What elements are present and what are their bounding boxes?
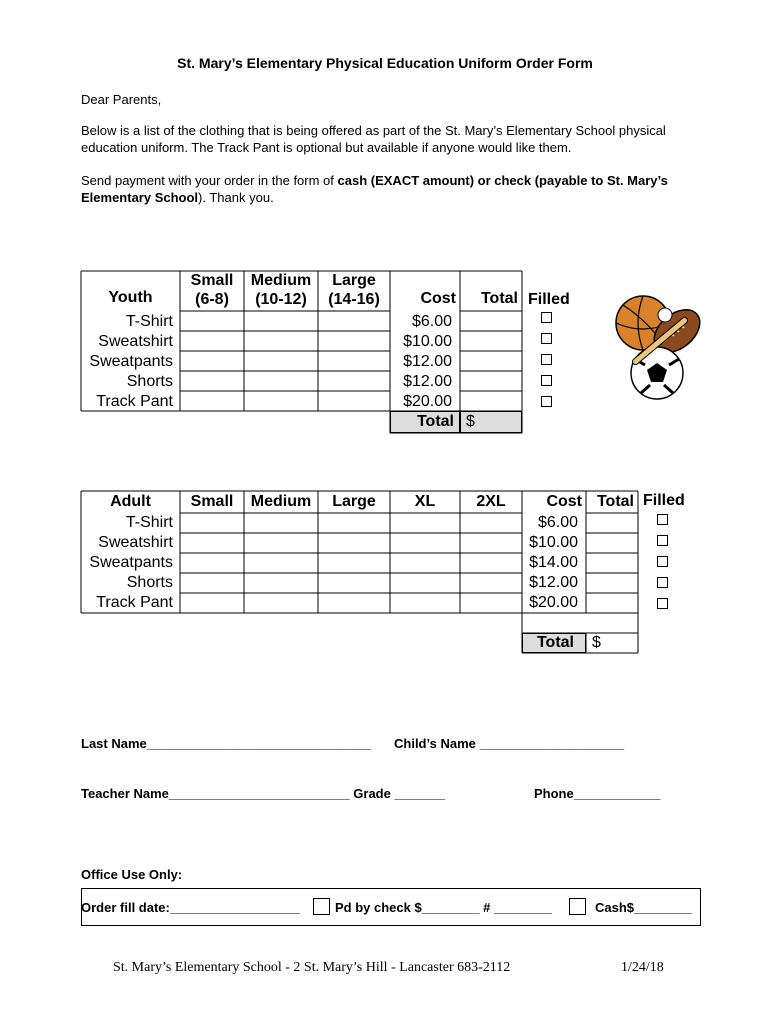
youth-small-header bbox=[180, 271, 244, 309]
youth-total-header: Total bbox=[480, 290, 518, 307]
last-name-field[interactable]: Last Name_______________________________ bbox=[81, 736, 371, 751]
youth-medium-header bbox=[244, 271, 318, 309]
list-item: Track Pant bbox=[96, 393, 173, 410]
adult-total-value: $ bbox=[592, 634, 601, 651]
list-item: $6.00 bbox=[411, 313, 452, 330]
adult-filled-checkbox[interactable] bbox=[657, 556, 668, 567]
list-item: $14.00 bbox=[529, 554, 578, 571]
youth-medium-label: Medium bbox=[250, 272, 312, 289]
cash-field[interactable]: Cash$________ bbox=[595, 900, 692, 915]
youth-medium-range: (10-12) bbox=[255, 291, 307, 308]
list-item: $12.00 bbox=[403, 353, 452, 370]
list-item: Sweatshirt bbox=[98, 534, 173, 551]
child-name-field[interactable]: Child’s Name ____________________ bbox=[394, 736, 625, 751]
list-item: $10.00 bbox=[403, 333, 452, 350]
youth-filled-header: Filled bbox=[528, 291, 570, 308]
list-item: Shorts bbox=[126, 574, 173, 591]
youth-large-header bbox=[318, 271, 390, 309]
list-item: $10.00 bbox=[529, 534, 578, 551]
youth-cost-list bbox=[390, 312, 452, 412]
adult-2xl-header: 2XL bbox=[476, 493, 506, 510]
youth-filled-checkbox[interactable] bbox=[541, 312, 552, 323]
teacher-grade-field[interactable]: Teacher Name_________________________ Grade _______ bbox=[81, 786, 446, 801]
youth-filled-checkbox[interactable] bbox=[541, 354, 552, 365]
list-item: $12.00 bbox=[529, 574, 578, 591]
youth-filled-checkbox[interactable] bbox=[541, 375, 552, 386]
adult-small-header: Small bbox=[190, 493, 234, 510]
list-item: $12.00 bbox=[403, 373, 452, 390]
greeting: Dear Parents, bbox=[81, 92, 162, 107]
adult-filled-checkbox[interactable] bbox=[657, 598, 668, 609]
pd-by-check-field[interactable]: Pd by check $________ # ________ bbox=[335, 900, 552, 915]
adult-cost-list bbox=[522, 513, 578, 613]
youth-small-label: Small bbox=[190, 272, 234, 289]
footer-address: St. Mary’s Elementary School - 2 St. Mary’s Hill - Lancaster 683-2112 bbox=[113, 960, 511, 975]
youth-small-range: (6-8) bbox=[195, 291, 229, 308]
pd-by-check-checkbox[interactable] bbox=[313, 898, 330, 915]
adult-cost-header: Cost bbox=[546, 493, 582, 510]
adult-header: Adult bbox=[110, 493, 151, 510]
list-item: $20.00 bbox=[529, 594, 578, 611]
cash-checkbox[interactable] bbox=[569, 898, 586, 915]
adult-large-header: Large bbox=[332, 493, 376, 510]
intro-paragraph: Below is a list of the clothing that is being offered as part of the St. Mary’s Elementary School physical education uniform. The Track Pant is optional but available if anyone would like them. bbox=[81, 123, 666, 155]
payment-prefix: Send payment with your order in the form of bbox=[81, 173, 338, 188]
youth-large-range: (14-16) bbox=[328, 291, 380, 308]
youth-total-label: Total bbox=[416, 413, 454, 430]
list-item: Sweatpants bbox=[89, 554, 173, 571]
baseball-icon bbox=[658, 308, 672, 322]
youth-total-value: $ bbox=[466, 413, 475, 430]
youth-filled-checkbox[interactable] bbox=[541, 396, 552, 407]
list-item: $6.00 bbox=[537, 514, 578, 531]
list-item: $20.00 bbox=[403, 393, 452, 410]
office-use-label: Office Use Only: bbox=[81, 867, 183, 882]
adult-filled-checkbox[interactable] bbox=[657, 535, 668, 546]
adult-medium-header: Medium bbox=[250, 493, 312, 510]
adult-total-header: Total bbox=[596, 493, 634, 510]
adult-filled-checkbox[interactable] bbox=[657, 514, 668, 525]
order-fill-date-field[interactable]: Order fill date:__________________ bbox=[81, 900, 300, 915]
payment-suffix: ). Thank you. bbox=[198, 190, 274, 205]
adult-total-label: Total bbox=[536, 634, 574, 651]
adult-filled-header: Filled bbox=[643, 492, 685, 509]
adult-filled-checkbox[interactable] bbox=[657, 577, 668, 588]
youth-filled-checkbox[interactable] bbox=[541, 333, 552, 344]
adult-item-list bbox=[81, 513, 173, 613]
list-item: Shorts bbox=[126, 373, 173, 390]
list-item: Track Pant bbox=[96, 594, 173, 611]
youth-large-label: Large bbox=[332, 272, 376, 289]
payment-bold: cash (EXACT amount) or check (payable to St. Mary’s Elementary School bbox=[81, 173, 668, 205]
phone-field[interactable]: Phone____________ bbox=[534, 786, 661, 801]
footer-date: 1/24/18 bbox=[621, 960, 664, 975]
page-title: St. Mary’s Elementary Physical Education Uniform Order Form bbox=[177, 55, 593, 71]
adult-xl-header: XL bbox=[414, 493, 436, 510]
list-item: Sweatpants bbox=[89, 353, 173, 370]
list-item: T-Shirt bbox=[125, 313, 173, 330]
youth-header: Youth bbox=[108, 289, 153, 306]
youth-item-list bbox=[81, 312, 173, 412]
list-item: Sweatshirt bbox=[98, 333, 173, 350]
list-item: T-Shirt bbox=[125, 514, 173, 531]
youth-cost-header: Cost bbox=[420, 290, 456, 307]
sports-balls-illustration bbox=[605, 293, 705, 403]
